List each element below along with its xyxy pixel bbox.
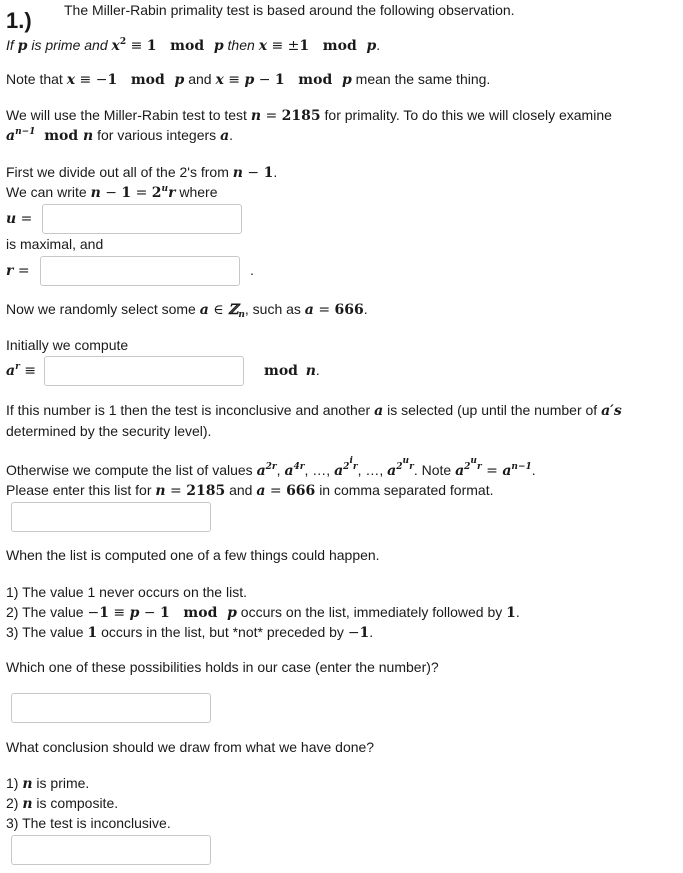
if-one-line-1: If this number is 1 then the test is inconclusive and another a is selected (up until the number of a′s — [6, 402, 622, 419]
conclusion-1: 1) n is prime. — [6, 775, 90, 792]
possibility-1: 1) The value 1 never occurs on the list. — [6, 584, 247, 600]
conclusion-input[interactable] — [11, 835, 211, 865]
when-list-text: When the list is computed one of a few things could happen. — [6, 547, 380, 563]
otherwise-line: Otherwise we compute the list of values $a^{2r}$, $a^{4r}$, …, $a^{2^ir}$, …, $a^{2^ur}$. Note $a^{2^ur} = a^{n-1}$. — [6, 456, 536, 479]
possibility-2: 2) The value −1 ≡ p − 1 mod p occurs on the list, immediately followed by 1. — [6, 604, 520, 621]
possibility-3: 3) The value 1 occurs in the list, but *not* preceded by −1. — [6, 624, 374, 641]
please-enter-line: Please enter this list for n = 2185 and a = 666 in comma separated format. — [6, 482, 494, 499]
a-r-input[interactable] — [44, 356, 244, 386]
u-input[interactable] — [42, 204, 242, 234]
conclusion-question: What conclusion should we draw from what we have done? — [6, 739, 375, 755]
question-number: 1.) — [6, 8, 32, 33]
test-line-1: We will use the Miller-Rabin test to test n = 2185 for primality. To do this we will closely examine — [6, 107, 612, 124]
r-input[interactable] — [40, 256, 240, 286]
random-line: Now we randomly select some a ∈ ℤ$_n$, such as a = 666. — [6, 301, 368, 320]
is-maximal-text: is maximal, and — [6, 236, 104, 252]
which-one-text: Which one of these possibilities holds in our case (enter the number)? — [6, 659, 439, 675]
u-label: u = — [6, 211, 33, 227]
intro-text: The Miller-Rabin primality test is based around the following observation. — [64, 2, 515, 18]
test-line-2: $a^{n-1}$ mod n for various integers a. — [6, 127, 234, 144]
possibility-input[interactable] — [11, 693, 211, 723]
list-input[interactable] — [11, 502, 211, 532]
if-one-line-2: determined by the security level). — [6, 423, 212, 439]
conclusion-3: 3) The test is inconclusive. — [6, 815, 171, 831]
r-period: . — [250, 262, 254, 278]
divide-line: First we divide out all of the 2's from n − 1. — [6, 164, 278, 181]
note-line: Note that x ≡ −1 mod p and x ≡ p − 1 mod p mean the same thing. — [6, 71, 491, 88]
observation-line: If p is prime and $x^2 \equiv 1$ mod p then x ≡ ±1 mod p. — [6, 37, 381, 54]
initially-text: Initially we compute — [6, 337, 129, 353]
a-r-label: $a^r$ ≡ — [6, 362, 37, 379]
write-line: We can write $n - 1 = 2^ur$ where — [6, 184, 218, 201]
conclusion-2: 2) n is composite. — [6, 795, 119, 812]
mod-n-label: mod n. — [264, 362, 320, 379]
r-label: r = — [6, 263, 30, 279]
